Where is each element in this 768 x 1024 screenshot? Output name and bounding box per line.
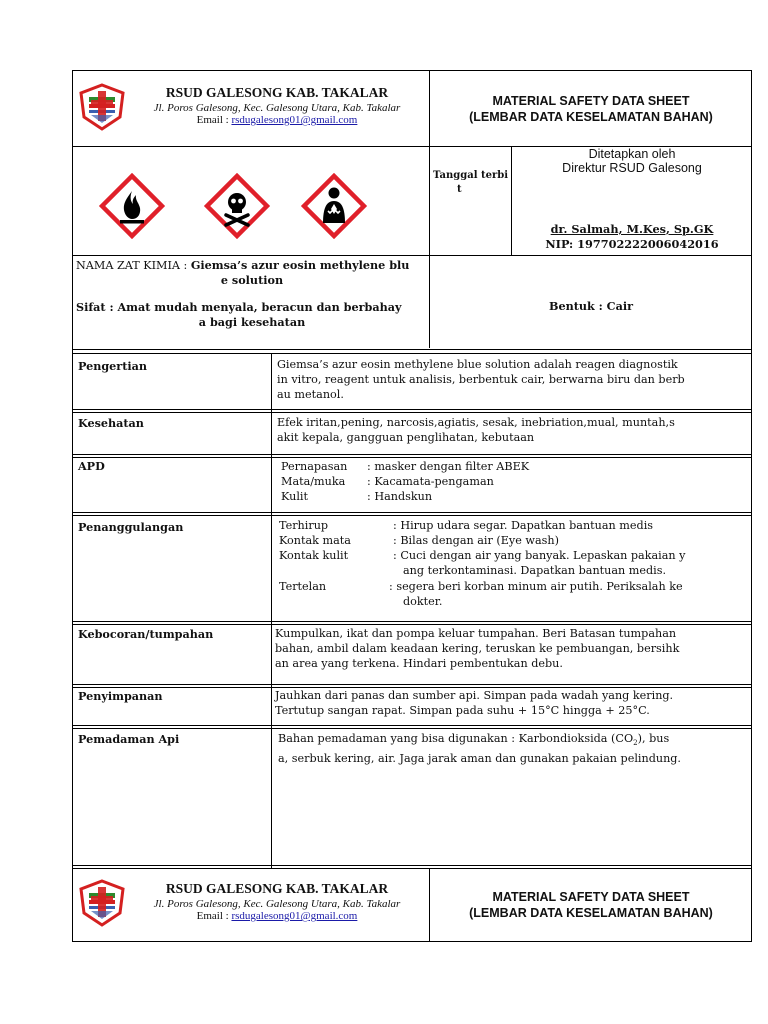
doc-title-line-2: (LEMBAR DATA KESELAMATAN BAHAN) xyxy=(469,110,713,124)
kesehatan-line-1: Efek iritan,pening, narcosis,agiatis, sesak, inebriation,mual, muntah,s xyxy=(277,416,675,429)
pemadaman-text xyxy=(278,731,750,766)
pengertian-line-2: in vitro, reagent untuk analisis, berbentuk cair, berwarna biru dan berb xyxy=(277,373,685,386)
apd-item-key: Kulit xyxy=(281,490,308,503)
email-label: Email : xyxy=(196,114,232,126)
issue-date-label xyxy=(433,169,515,197)
item-value-cont: ang terkontaminasi. Dapatkan bantuan medis. xyxy=(403,564,667,577)
hospital-block xyxy=(125,85,429,126)
approval-block xyxy=(511,147,753,175)
kebocoran-line-2: bahan, ambil dalam keadaan kering, teruskan ke pembuangan, bersihk xyxy=(275,642,680,655)
doc-title-block xyxy=(429,93,753,125)
item-value: : Hirup udara segar. Dapatkan bantuan medis xyxy=(393,519,654,532)
hospital-logo-icon xyxy=(79,879,125,927)
hospital-address: Jl. Poros Galesong, Kec. Galesong Utara, Kab. Takalar xyxy=(153,102,401,114)
penyimpanan-line-2: Tertutup sangan rapat. Simpan pada suhu + 15°C hingga + 25°C. xyxy=(275,704,650,717)
pengertian-line-3: au metanol. xyxy=(277,388,344,401)
kebocoran-line-3: an area yang terkena. Hindari pembentukan debu. xyxy=(275,657,563,670)
footer-hospital-address: Jl. Poros Galesong, Kec. Galesong Utara, Kab. Takalar xyxy=(153,898,401,910)
footer-doc-title xyxy=(429,889,753,921)
label-apd: APD xyxy=(78,459,105,473)
chemical-name-value-1: Giemsa’s azur eosin methylene blu xyxy=(190,258,410,272)
footer-hospital-name: RSUD GALESONG KAB. TAKALAR xyxy=(165,881,389,896)
kesehatan-line-2: akit kepala, gangguan penglihatan, kebutaan xyxy=(277,431,535,444)
apd-item-value: : Handskun xyxy=(367,490,433,503)
chemical-name xyxy=(76,258,428,288)
penanggulangan-item xyxy=(279,579,749,594)
item-value: : Bilas dengan air (Eye wash) xyxy=(393,534,559,547)
item-key: Kontak mata xyxy=(279,534,351,547)
kesehatan-text xyxy=(277,415,749,445)
signatory-nip: NIP: 197702222006042016 xyxy=(545,237,719,251)
sifat-line-1: Sifat : Amat mudah menyala, beracun dan berbahay xyxy=(76,300,402,314)
penanggulangan-item xyxy=(279,548,749,563)
penanggulangan-list xyxy=(279,518,749,609)
pengertian-line-1: Giemsa’s azur eosin methylene blue solution adalah reagen diagnostik xyxy=(277,358,678,371)
penanggulangan-item xyxy=(279,518,749,533)
chemical-properties xyxy=(76,300,428,330)
pemadaman-line-2: a, serbuk kering, air. Jaga jarak aman dan gunakan pakaian pelindung. xyxy=(278,752,681,766)
footer-email-line xyxy=(125,910,429,922)
apd-item-value: : masker dengan filter ABEK xyxy=(367,460,530,473)
apd-item xyxy=(281,459,749,474)
item-key: Terhirup xyxy=(279,519,329,532)
email-link[interactable]: rsdugalesong01@gmail.com xyxy=(231,114,358,126)
msds-sheet xyxy=(72,70,752,942)
email-label: Email : xyxy=(196,910,232,922)
signatory-name: dr. Salmah, M.Kes, Sp.GK xyxy=(550,222,714,236)
apd-item xyxy=(281,474,749,489)
pengertian-text xyxy=(277,357,749,402)
chemical-form: Bentuk : Cair xyxy=(549,299,633,313)
apd-item-key: Mata/muka xyxy=(281,475,346,488)
approval-line-2: Direktur RSUD Galesong xyxy=(562,161,702,175)
label-penanggulangan: Penanggulangan xyxy=(78,520,184,534)
approval-line-1: Ditetapkan oleh xyxy=(588,147,676,161)
item-key: Tertelan xyxy=(279,580,327,593)
hazard-row xyxy=(73,147,753,255)
item-value: : segera beri korban minum air putih. Periksalah ke xyxy=(389,580,683,593)
penyimpanan-text xyxy=(275,688,749,718)
skull-crossbones-icon xyxy=(204,173,270,239)
hospital-name: RSUD GALESONG KAB. TAKALAR xyxy=(165,85,389,100)
flame-icon xyxy=(99,173,165,239)
apd-item-key: Pernapasan xyxy=(281,460,348,473)
penanggulangan-item xyxy=(279,533,749,548)
sifat-line-2: a bagi kesehatan xyxy=(198,315,306,329)
issue-date-label-line2: t xyxy=(457,184,462,195)
label-penyimpanan: Penyimpanan xyxy=(78,689,163,703)
apd-item-value: : Kacamata-pengaman xyxy=(367,475,494,488)
label-pengertian: Pengertian xyxy=(78,359,147,373)
doc-title-line-1: MATERIAL SAFETY DATA SHEET xyxy=(492,94,690,108)
footer-hospital-block xyxy=(125,881,429,922)
footer-doc-title-line-2: (LEMBAR DATA KESELAMATAN BAHAN) xyxy=(469,906,713,920)
label-pemadaman: Pemadaman Api xyxy=(78,732,180,746)
chemical-name-label: NAMA ZAT KIMIA : xyxy=(76,259,191,272)
apd-list xyxy=(281,459,749,504)
pemadaman-line-1: Bahan pemadaman yang bisa digunakan : Karbondioksida $(CO_2)$, bus xyxy=(278,732,670,748)
header-top xyxy=(73,71,753,147)
item-value: : Cuci dengan air yang banyak. Lepaskan pakaian y xyxy=(393,549,686,562)
kebocoran-line-1: Kumpulkan, ikat dan pompa keluar tumpahan. Beri Batasan tumpahan xyxy=(275,627,677,640)
label-kesehatan: Kesehatan xyxy=(78,416,144,430)
issue-date-label-line1: Tanggal terbi xyxy=(433,170,509,181)
hospital-logo-icon xyxy=(79,83,125,131)
item-key: Kontak kulit xyxy=(279,549,349,562)
email-link[interactable]: rsdugalesong01@gmail.com xyxy=(231,910,358,922)
footer-doc-title-line-1: MATERIAL SAFETY DATA SHEET xyxy=(492,890,690,904)
label-kebocoran: Kebocoran/tumpahan xyxy=(78,627,214,641)
kebocoran-text xyxy=(275,626,749,671)
health-hazard-icon xyxy=(301,173,367,239)
hospital-email-line xyxy=(125,114,429,126)
signatory-block xyxy=(511,222,753,252)
chemical-info-row xyxy=(73,256,753,348)
apd-item xyxy=(281,489,749,504)
item-value-cont: dokter. xyxy=(403,595,443,608)
penyimpanan-line-1: Jauhkan dari panas dan sumber api. Simpan pada wadah yang kering. xyxy=(275,689,674,702)
footer xyxy=(73,869,753,943)
chemical-name-value-2: e solution xyxy=(220,273,284,287)
